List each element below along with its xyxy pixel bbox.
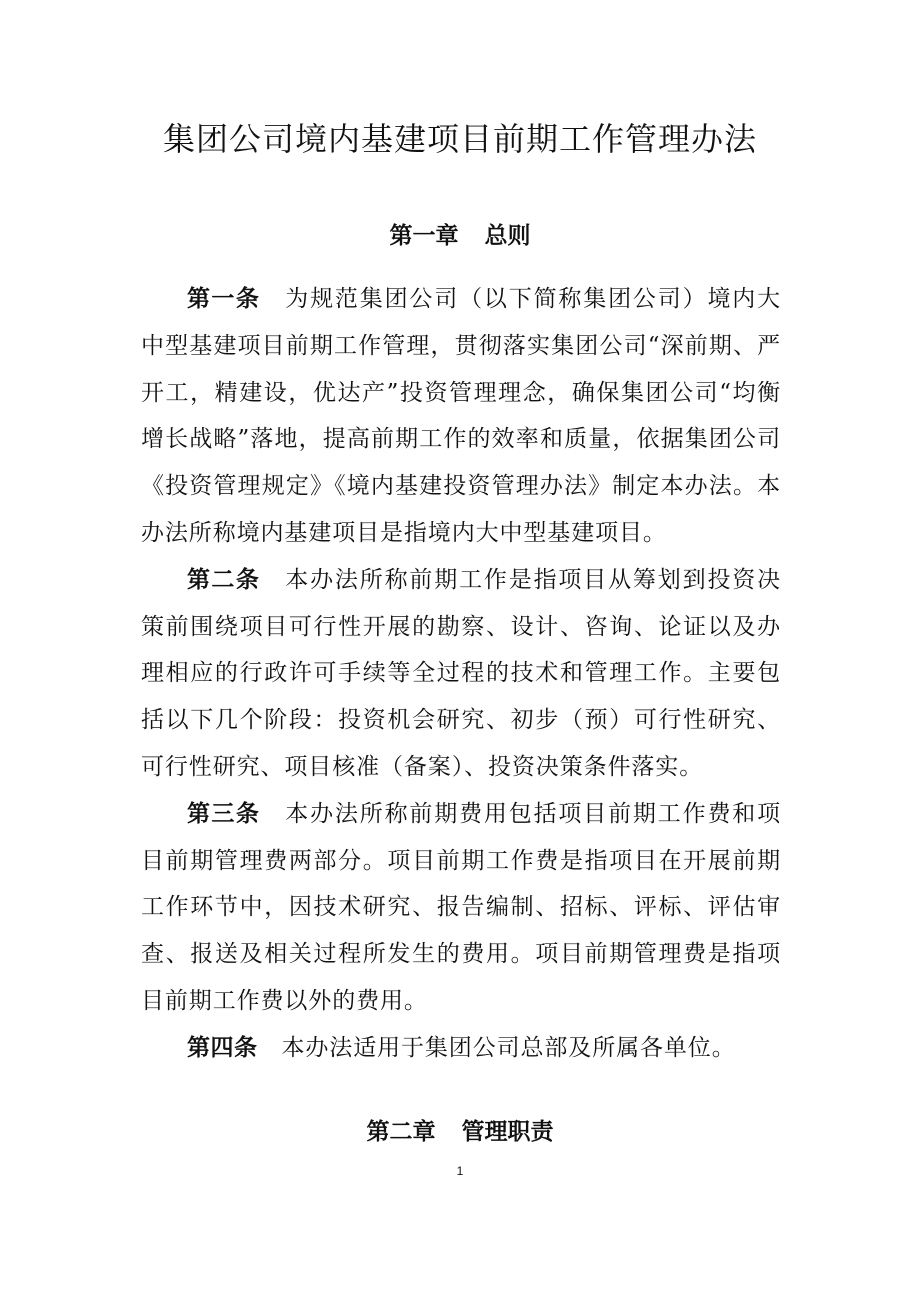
article bbox=[141, 791, 781, 1025]
article-label: 第一条 bbox=[187, 286, 261, 312]
page-number: 1 bbox=[456, 1164, 464, 1178]
article-text: 本办法所称前期工作是指项目从筹划到投资决策前围绕项目可行性开展的勘察、设计、咨询、论证以及办理相应的行政许可手续等全过程的技术和管理工作。主要包括以下几个阶段：投资机会研究、初步（预）可行性研究、可行性研究、项目核准（备案）、投资决策条件落实。 bbox=[141, 566, 782, 780]
article bbox=[141, 1025, 781, 1072]
article-text: 本办法所称前期费用包括项目前期工作费和项目前期管理费两部分。项目前期工作费是指项目在开展前期工作环节中，因技术研究、报告编制、招标、评标、评估审查、报送及相关过程所发生的费用。项目前期管理费是指项目前期工作费以外的费用。 bbox=[141, 800, 782, 1014]
chapter-heading bbox=[0, 216, 920, 256]
article-label: 第四条 bbox=[187, 1034, 258, 1061]
chapter-title: 总则 bbox=[484, 223, 531, 249]
article-text: 为规范集团公司（以下简称集团公司）境内大中型基建项目前期工作管理，贯彻落实集团公司“深前期、严开工，精建设，优达产”投资管理理念，确保集团公司“均衡增长战略”落地，提高前期工作的效率和质量，依据集团公司《投资管理规定》《境内基建投资管理办法》制定本办法。本办法所称境内基建项目是指境内大中型基建项目。 bbox=[141, 286, 782, 546]
chapter-number: 第二章 bbox=[366, 1119, 436, 1145]
article-label: 第二条 bbox=[187, 566, 261, 593]
chapter-number: 第一章 bbox=[389, 223, 459, 249]
document-title: 集团公司境内基建项目前期工作管理办法 bbox=[162, 120, 757, 158]
article bbox=[141, 276, 781, 557]
chapter-title: 管理职责 bbox=[461, 1119, 554, 1145]
chapter-heading bbox=[0, 1112, 920, 1152]
article-label: 第三条 bbox=[187, 800, 261, 827]
article bbox=[141, 557, 781, 791]
document-body bbox=[141, 276, 781, 1072]
article-text: 本办法适用于集团公司总部及所属各单位。 bbox=[281, 1034, 736, 1061]
